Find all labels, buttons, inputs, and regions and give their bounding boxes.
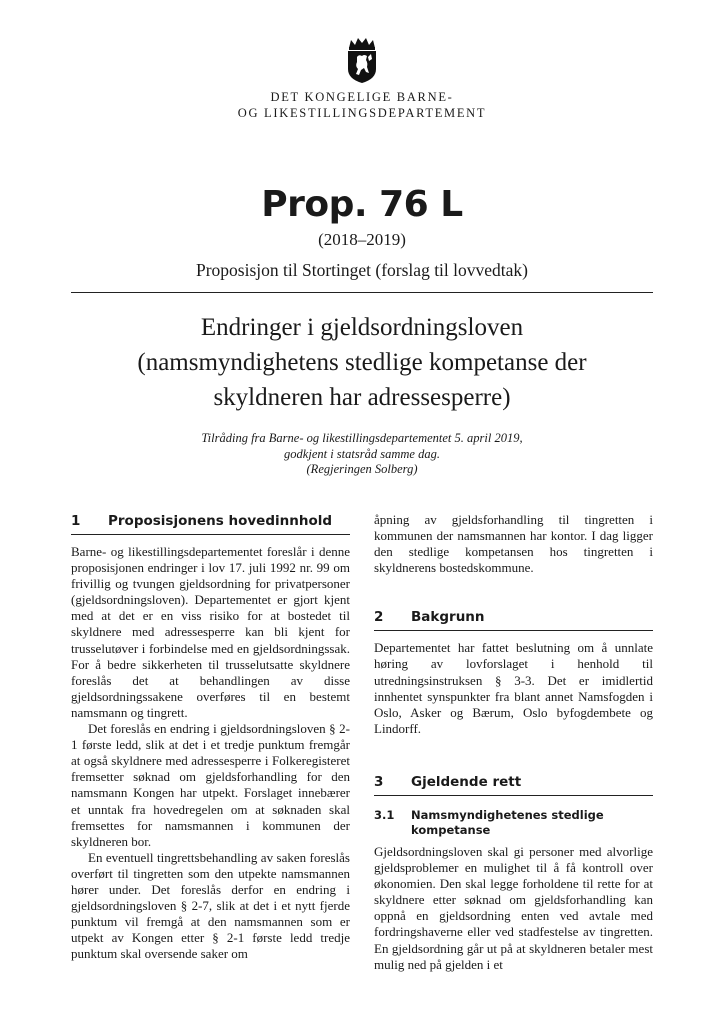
left-column xyxy=(71,512,350,962)
section-1-title: Proposisjonens hovedinnhold xyxy=(108,513,333,529)
section-3-1-paragraph-1: Gjeldsordningsloven skal gi personer med alvorlige gjeldsproblemer en mulighet til å få kontroll over økonomien. Den skal legge forholdene til rette for at skyldnere etter søknad om gjeldsforhandling kan oppnå en gjeldsordning enten ved avtale med fordringshaverne eller ved stadfestelse av tingretten. En gjeldsordning går ut på at skyldneren betaler mest mulig ned på gjelden i et xyxy=(374,843,653,972)
section-1-paragraph-2: Det foreslås en endring i gjeldsordningsloven § 2-1 første ledd, slik at det i et tredje punktum fremgår at også skyldnere med adressesperre i Folkeregisteret fremsetter søknad om gjeldsforhandling for den namsmann Kongen har utpekt. Forslaget innebærer et unntak fra hovedregelen om at søknaden skal fremsettes for namsmannen i kommunen der skyldneren bor. xyxy=(71,721,350,849)
title-line-1: Endringer i gjeldsordningsloven xyxy=(200,314,524,341)
section-3-1-heading xyxy=(374,808,653,838)
approval-line-2: godkjent i statsråd samme dag. xyxy=(284,446,440,461)
proposition-year: (2018–2019) xyxy=(318,230,406,249)
section-1-paragraph-3: En eventuell tingrettsbehandling av saken foreslås overført til tingretten som den utpekte namsmannen hører under. Det foreslås derfor en endring i gjeldsordningsloven § 2-7, slik at det i et nytt fjerde punktum vil fremgå at den namsmannen som er utpekt av Kongen etter § 2-1 første ledd tredje punktum skal oversende saker om xyxy=(71,849,350,962)
approval-line-3: (Regjeringen Solberg) xyxy=(306,462,418,476)
section-2-title: Bakgrunn xyxy=(411,609,485,626)
title-line-2: (namsmyndighetens stedlige kompetanse der xyxy=(137,349,587,376)
section-1-paragraph-1: Barne- og likestillingsdepartementet foreslår i denne proposisjonen endringer i lov 17. juli 1992 nr. 99 om frivillig og tvungen gjeldsordning for privatpersoner (gjeldsordningsloven). Departementet er gjort kjent med at det er en viss risiko for at bostedet til skyldnere med adressesperre kan bli kjent for trusselutøver i forbindelse med en gjeldsordningssak. For å bedre sikkerheten til trusselutsatte skyldnere foreslås det at behandlingen av disse gjeldsordningssakene overføres til en bestemt namsmann og tingrett. xyxy=(71,544,350,720)
section-2-heading xyxy=(374,608,653,631)
section-3-heading xyxy=(374,773,653,796)
proposition-number: Prop. 76 L xyxy=(261,184,463,225)
title-divider xyxy=(71,292,653,293)
section-3-number: 3 xyxy=(374,773,384,790)
section-1-number: 1 xyxy=(71,513,81,529)
approval-line-1: Tilråding fra Barne- og likestillingsdepartementet 5. april 2019, xyxy=(201,431,523,445)
section-3-1-number: 3.1 xyxy=(374,807,395,822)
proposition-subtitle: Proposisjon til Stortinget (forslag til lovvedtak) xyxy=(196,260,528,280)
section-1-paragraph-3-continued: åpning av gjeldsforhandling til tingretten i kommunen der namsmannen har kontor. I dag ligger den stedlige kompetansen hos tingretten i skyldnerens bostedskommune. xyxy=(374,512,653,576)
title-line-3: skyldneren har adressesperre) xyxy=(213,384,511,411)
section-1-heading xyxy=(71,512,350,535)
ministry-line-2: OG LIKESTILLINGSDEPARTEMENT xyxy=(237,106,487,120)
section-3-title: Gjeldende rett xyxy=(411,773,522,790)
ministry-line-1: DET KONGELIGE BARNE- xyxy=(270,90,454,104)
approval-note xyxy=(0,431,724,478)
ministry-name xyxy=(0,89,724,121)
section-3-1-title: Namsmyndighetenes stedlige kompetanse xyxy=(411,807,604,837)
document-title xyxy=(90,310,634,415)
section-2-paragraph-1: Departementet har fattet beslutning om å unnlate høring av lovforslaget i henhold til utredningsinstruksen § 3-3. Det er imidlertid innhentet synspunkter fra blant annet Namsfogden i Oslo, Asker og Bærum, Oslo byfogdembete og Lindorff. xyxy=(374,640,653,736)
section-2-number: 2 xyxy=(374,609,384,626)
right-column xyxy=(374,512,653,973)
coat-of-arms-icon xyxy=(337,37,387,83)
